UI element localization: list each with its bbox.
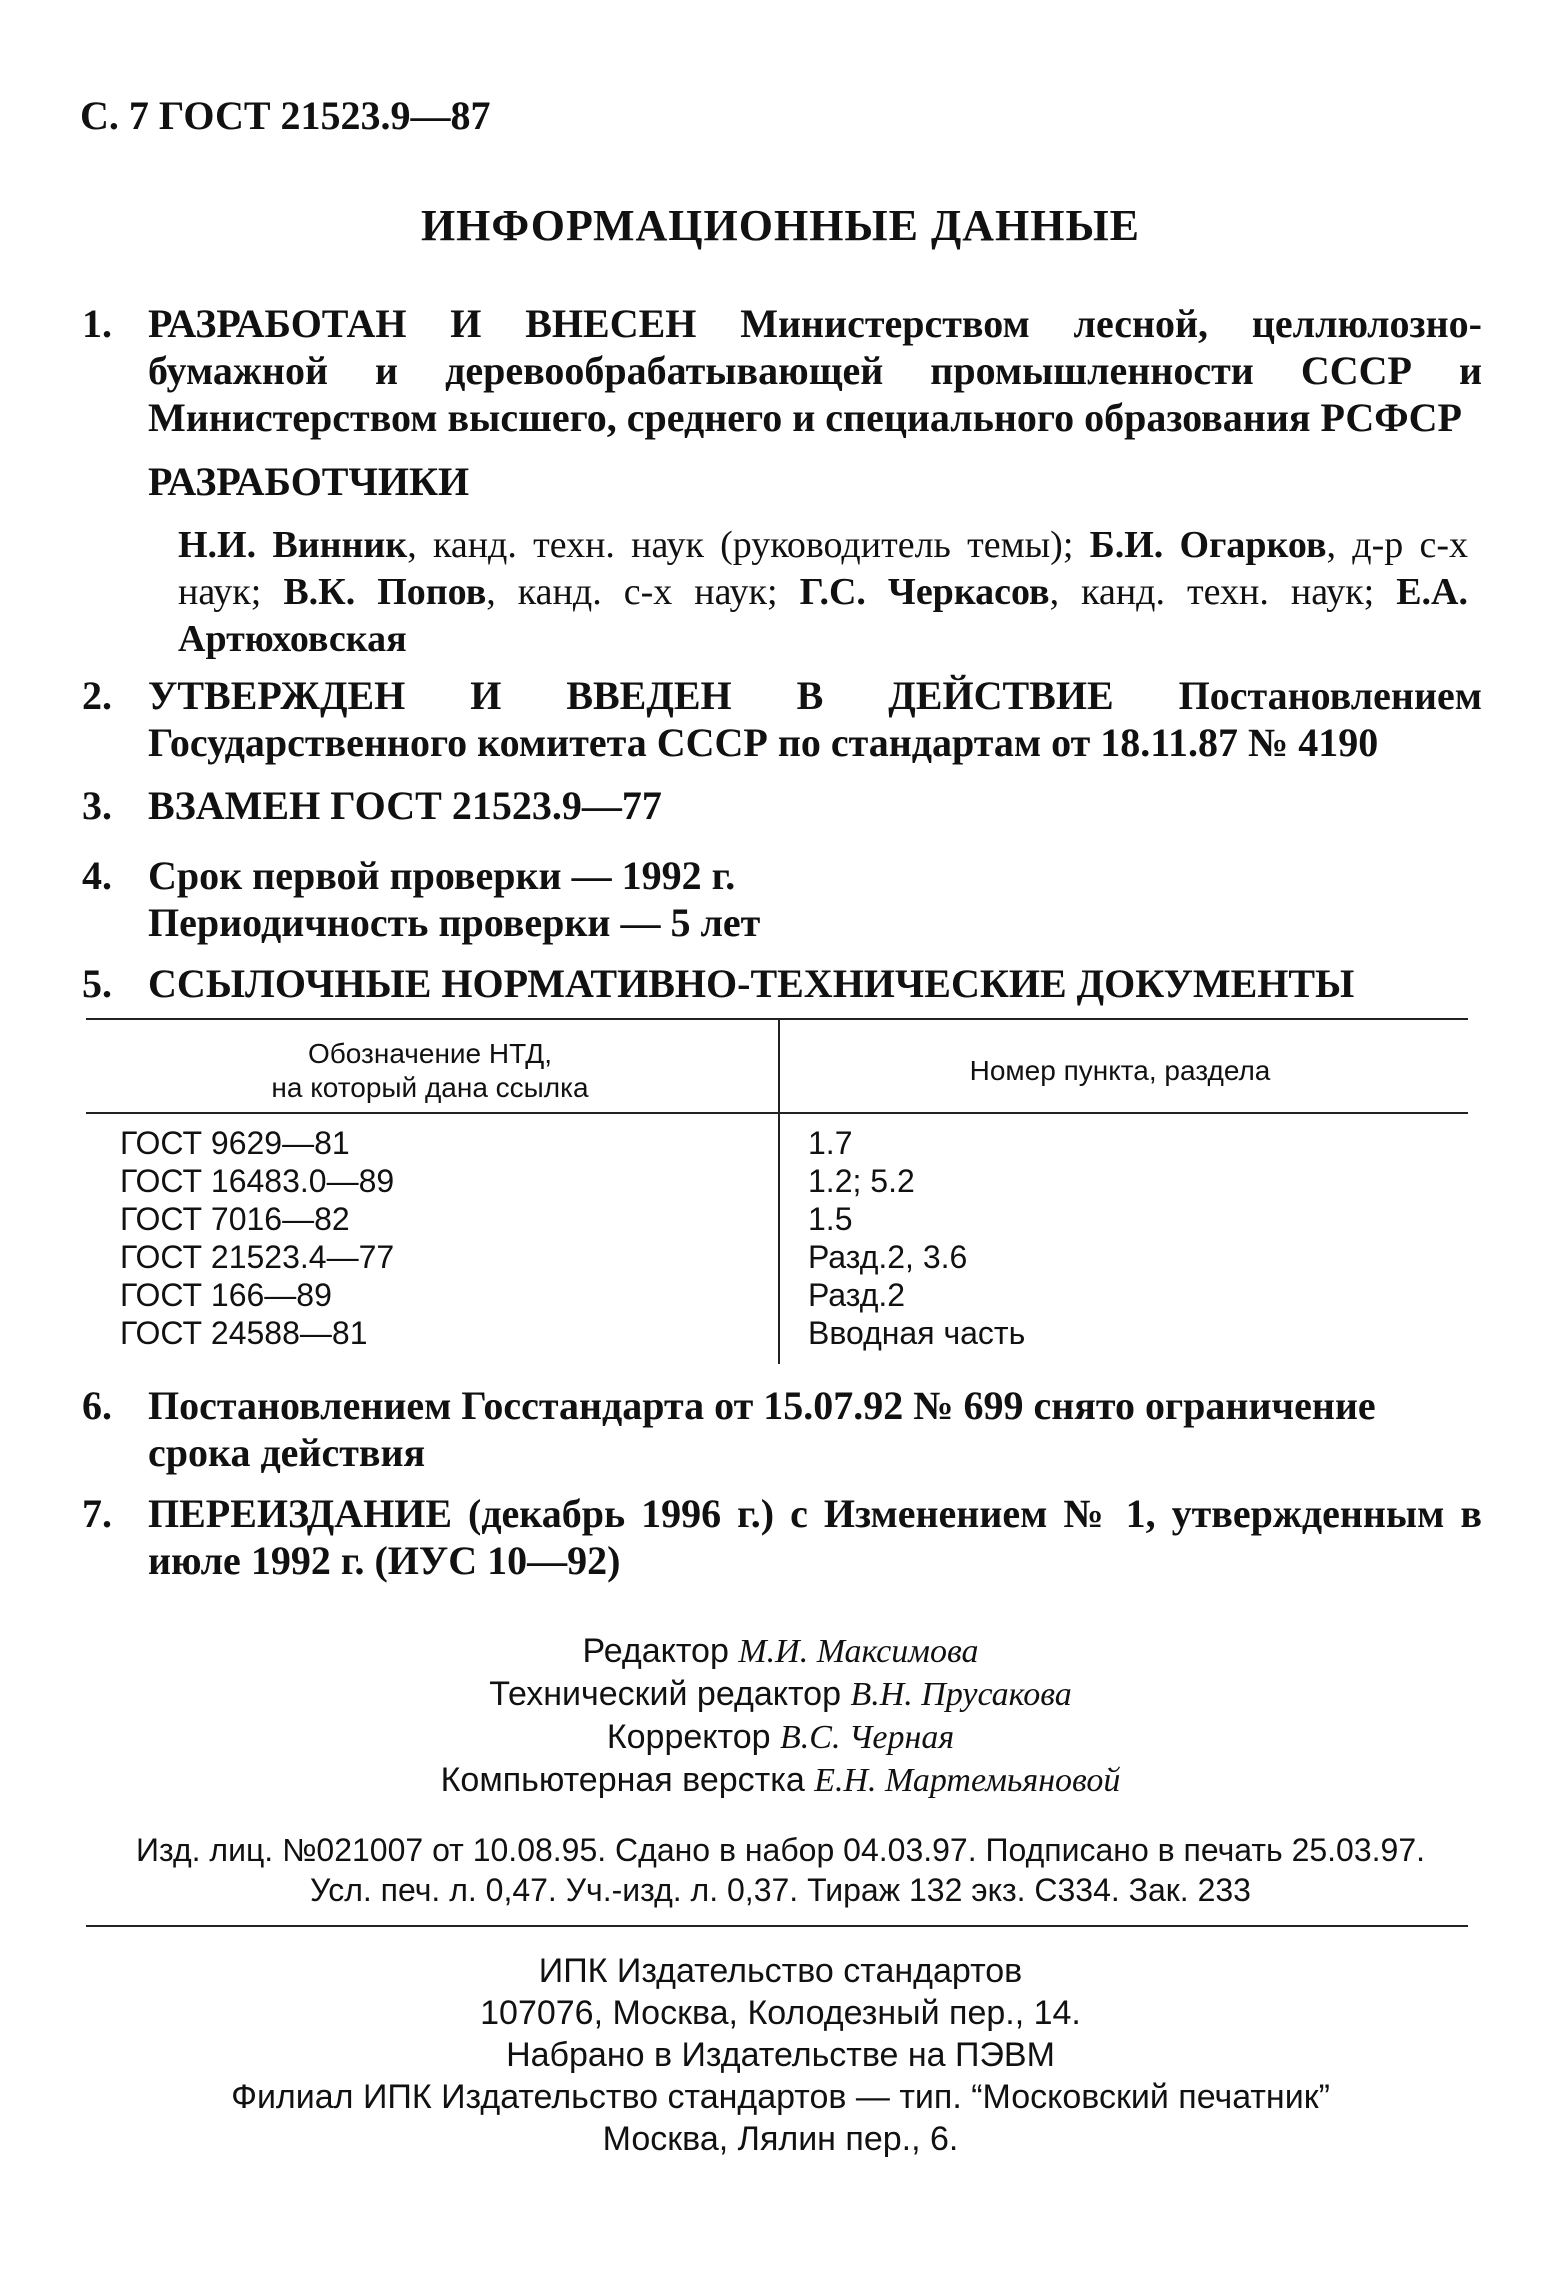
item-number: 5. <box>82 961 112 1006</box>
table-cell-doc: ГОСТ 9629—81 <box>120 1125 350 1161</box>
item-number: 4. <box>82 853 112 898</box>
credit-line <box>0 1673 1561 1716</box>
table-cell-doc: ГОСТ 24588—81 <box>120 1315 368 1351</box>
info-item-1 <box>82 300 1482 441</box>
table-cell-ref: Вводная часть <box>808 1315 1026 1351</box>
credit-line <box>0 1630 1561 1673</box>
credit-name: В.С. Черная <box>780 1719 955 1756</box>
imprint-block <box>0 1830 1561 1910</box>
table-header-ref: Номер пункта, раздела <box>969 1055 1271 1086</box>
info-item-3 <box>82 782 1482 829</box>
info-item-2 <box>82 672 1482 766</box>
table-cell-ref: Разд.2 <box>808 1277 906 1313</box>
table-top-rule <box>86 1018 1468 1020</box>
item-text-line: Периодичность проверки — 5 лет <box>148 900 761 945</box>
credit-role: Редактор <box>582 1632 739 1670</box>
item-number: 3. <box>82 783 112 828</box>
publisher-line: Москва, Лялин пер., 6. <box>602 2120 959 2158</box>
credit-name: Е.Н. Мартемьяновой <box>814 1762 1121 1799</box>
item-text: ПЕРЕИЗДАНИЕ (декабрь 1996 г.) с Изменением № 1, утвержденным в июле 1992 г. (ИУС 10—92) <box>148 1491 1482 1583</box>
credit-line <box>0 1759 1561 1802</box>
imprint-line: Усл. печ. л. 0,47. Уч.-изд. л. 0,37. Тираж 132 экз. С334. Зак. 233 <box>310 1872 1251 1908</box>
info-item-6 <box>82 1382 1482 1476</box>
table-cell-ref: 1.7 <box>808 1125 853 1161</box>
table-cell-doc: ГОСТ 21523.4—77 <box>120 1239 395 1275</box>
item-text: УТВЕРЖДЕН И ВВЕДЕН В ДЕЙСТВИЕ Постановлением Государственного комитета СССР по стандартам от 18.11.87 № 4190 <box>148 673 1482 765</box>
table-column-divider <box>778 1018 780 1364</box>
credit-line <box>0 1716 1561 1759</box>
item-number: 7. <box>82 1491 112 1536</box>
developer-role: , канд. техн. наук; <box>1049 571 1397 613</box>
developer-name: Е.А. Артюховская <box>178 571 1468 660</box>
publisher-line: 107076, Москва, Колодезный пер., 14. <box>480 1994 1081 2032</box>
developers-list <box>178 522 1468 663</box>
developer-name: В.К. Попов <box>283 571 487 613</box>
credit-role: Корректор <box>606 1718 780 1756</box>
table-header-doc <box>120 1037 740 1105</box>
credit-name: М.И. Максимова <box>738 1633 979 1670</box>
table-cell-ref: Разд.2, 3.6 <box>808 1239 968 1275</box>
credit-name: В.Н. Прусакова <box>850 1676 1072 1713</box>
imprint-line: Изд. лиц. №021007 от 10.08.95. Сдано в набор 04.03.97. Подписано в печать 25.03.97. <box>135 1832 1426 1868</box>
table-cell-ref: 1.5 <box>808 1201 853 1237</box>
table-cell-doc: ГОСТ 166—89 <box>120 1277 332 1313</box>
info-item-4 <box>82 852 1482 946</box>
header-text: на который дана ссылка <box>271 1072 589 1103</box>
developers-heading: РАЗРАБОТЧИКИ <box>148 459 470 504</box>
item-text: Постановлением Госстандарта от 15.07.92 № 699 снято ограничение срока действия <box>148 1383 1376 1475</box>
developer-role: , канд. техн. наук (руководитель темы); <box>407 524 1090 566</box>
page-header: С. 7 ГОСТ 21523.9—87 <box>80 93 491 138</box>
developer-role: , канд. с-х наук; <box>486 571 800 613</box>
developer-name: Н.И. Винник <box>178 524 408 566</box>
developer-role: , д-р с-х наук; <box>178 524 1468 613</box>
table-header-rule <box>86 1112 1468 1114</box>
table-cell-doc: ГОСТ 7016—82 <box>120 1201 350 1237</box>
credit-role: Компьютерная верстка <box>440 1761 815 1799</box>
publisher-block <box>0 1950 1561 2160</box>
publisher-divider <box>86 1925 1468 1927</box>
table-cell-ref: 1.2; 5.2 <box>808 1163 915 1199</box>
info-item-7 <box>82 1490 1482 1584</box>
item-text: ВЗАМЕН ГОСТ 21523.9—77 <box>148 783 662 828</box>
header-text: Обозначение НТД, <box>307 1038 553 1069</box>
item-number: 1. <box>82 301 112 346</box>
publisher-line: Филиал ИПК Издательство стандартов — тип. “Московский печатник” <box>231 2078 1330 2116</box>
page-title: ИНФОРМАЦИОННЫЕ ДАННЫЕ <box>420 201 1141 250</box>
editorial-credits <box>0 1630 1561 1802</box>
item-text: ССЫЛОЧНЫЕ НОРМАТИВНО-ТЕХНИЧЕСКИЕ ДОКУМЕНТЫ <box>148 961 1355 1006</box>
table-cell-doc: ГОСТ 16483.0—89 <box>120 1163 395 1199</box>
developer-name: Б.И. Огарков <box>1089 524 1327 566</box>
credit-role: Технический редактор <box>489 1675 851 1713</box>
item-number: 2. <box>82 673 112 718</box>
item-number: 6. <box>82 1383 112 1428</box>
info-item-5 <box>82 960 1482 1007</box>
item-text-line: Срок первой проверки — 1992 г. <box>148 853 736 898</box>
publisher-line: ИПК Издательство стандартов <box>538 1952 1023 1990</box>
publisher-line: Набрано в Издательстве на ПЭВМ <box>506 2036 1055 2074</box>
developer-name: Г.С. Черкасов <box>799 571 1050 613</box>
item-text: РАЗРАБОТАН И ВНЕСЕН Министерством лесной, целлюлозно-бумажной и деревообрабатывающей промышленности СССР и Министерством высшего, среднего и специального образования РСФСР <box>148 301 1482 440</box>
